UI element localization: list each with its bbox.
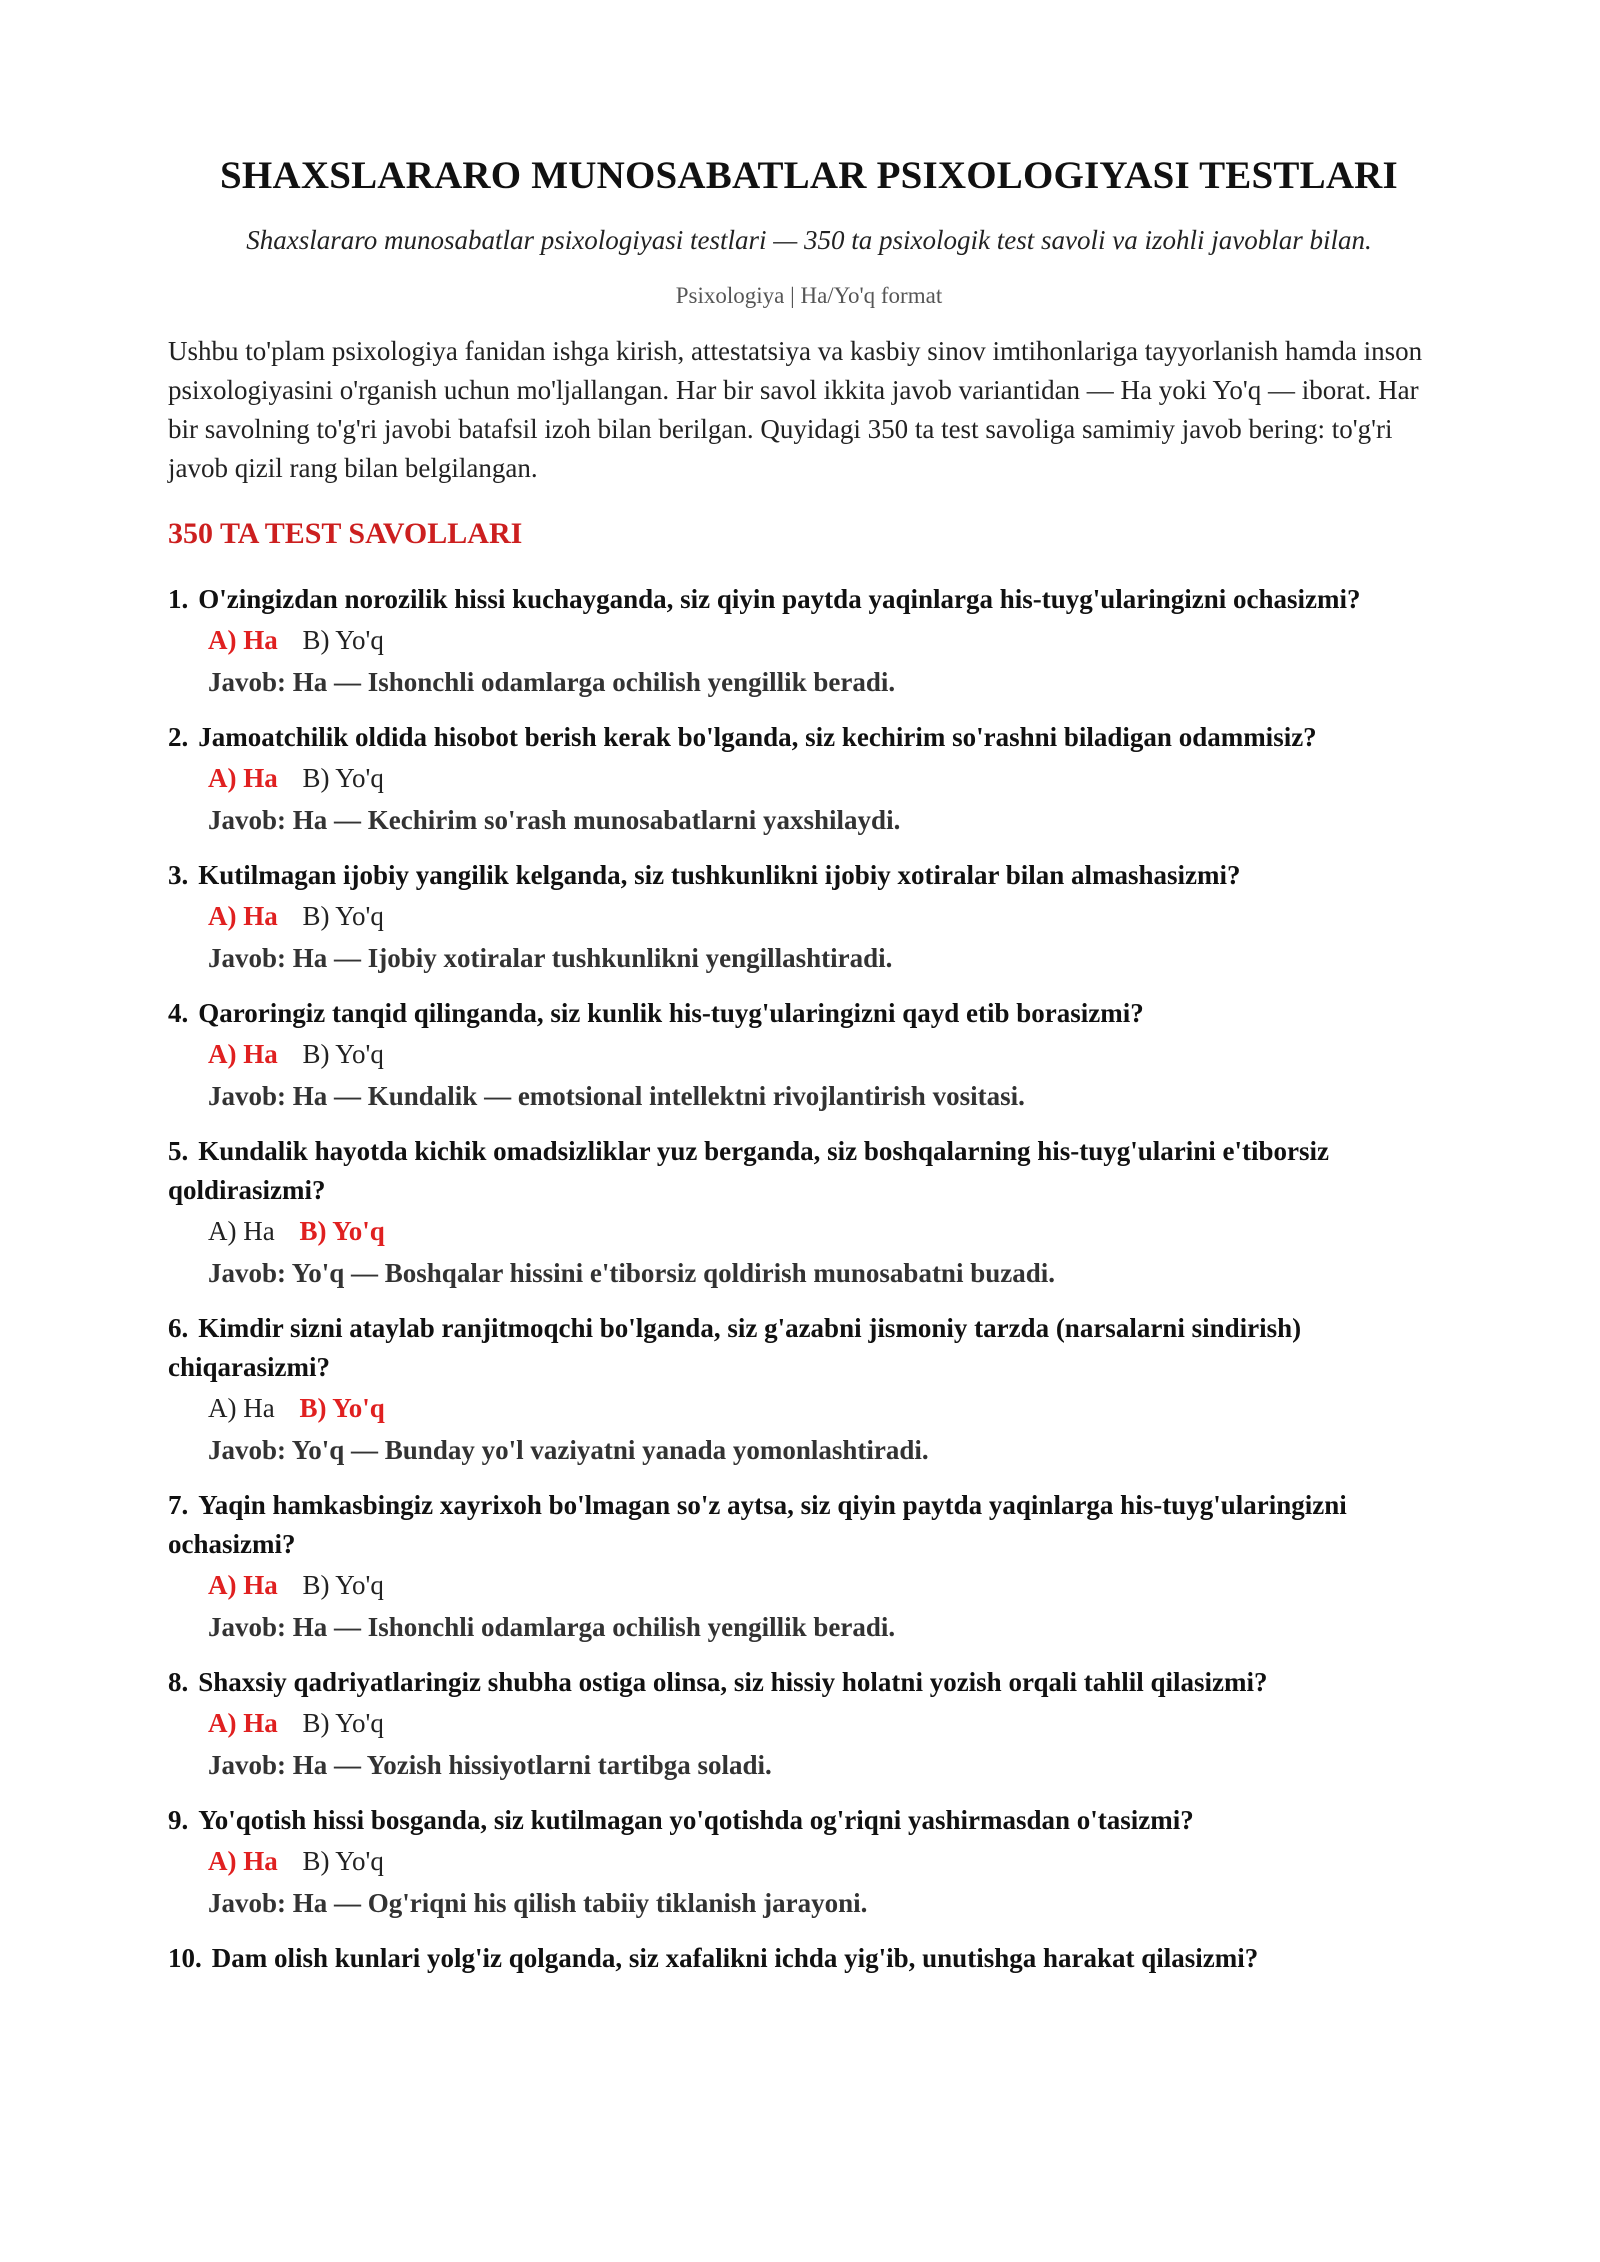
question-number: 5.	[168, 1136, 189, 1166]
option-b[interactable]: B) Yo'q	[302, 1846, 384, 1876]
answer-options	[208, 1840, 1450, 1882]
option-a[interactable]: A) Ha	[208, 625, 278, 655]
answer-options	[208, 1564, 1450, 1606]
question-text-block	[168, 1132, 1450, 1210]
option-b[interactable]: B) Yo'q	[302, 1708, 384, 1738]
section-heading: 350 TA TEST SAVOLLARI	[168, 517, 523, 550]
question-item	[168, 1801, 1450, 1924]
question-item	[168, 1132, 1450, 1294]
option-b[interactable]: B) Yo'q	[302, 1570, 384, 1600]
answer-options	[208, 619, 1450, 661]
question-list	[168, 580, 1450, 1978]
question-number: 3.	[168, 860, 189, 890]
option-b[interactable]: B) Yo'q	[302, 1039, 384, 1069]
answer-explanation: Javob: Yo'q — Boshqalar hissini e'tiborsiz qoldirish munosabatni buzadi.	[208, 1258, 1055, 1288]
question-item	[168, 1486, 1450, 1648]
option-a[interactable]: A) Ha	[208, 1039, 278, 1069]
question-text: O'zingizdan norozilik hissi kuchayganda, siz qiyin paytda yaqinlarga his-tuyg'ularingizni ochasizmi?	[198, 584, 1361, 614]
question-item	[168, 580, 1450, 703]
question-text: Qaroringiz tanqid qilinganda, siz kunlik his-tuyg'ularingizni qayd etib borasizmi?	[198, 998, 1144, 1028]
option-b[interactable]: B) Yo'q	[299, 1393, 385, 1423]
option-b[interactable]: B) Yo'q	[302, 625, 384, 655]
question-text: Yo'qotish hissi bosganda, siz kutilmagan yo'qotishda og'riqni yashirmasdan o'tasizmi?	[198, 1805, 1194, 1835]
document-meta: Psixologiya | Ha/Yo'q format	[675, 283, 943, 308]
answer-options	[208, 895, 1450, 937]
intro-paragraph: Ushbu to'plam psixologiya fanidan ishga kirish, attestatsiya va kasbiy sinov imtihonlariga tayyorlanish hamda inson psixologiyasini o'rganish uchun mo'ljallangan. Har bir savol ikkita javob variantidan — Ha yoki Yo'q — iborat. Har bir savolning to'g'ri javobi batafsil izoh bilan berilgan. Quyidagi 350 ta test savoliga samimiy javob bering: to'g'ri javob qizil rang bilan belgilangan.	[168, 336, 1423, 483]
answer-explanation: Javob: Yo'q — Bunday yo'l vaziyatni yanada yomonlashtiradi.	[208, 1435, 929, 1465]
answer-explanation: Javob: Ha — Kundalik — emotsional intellektni rivojlantirish vositasi.	[208, 1081, 1025, 1111]
question-text: Jamoatchilik oldida hisobot berish kerak bo'lganda, siz kechirim so'rashni biladigan odammisiz?	[198, 722, 1317, 752]
question-text: Dam olish kunlari yolg'iz qolganda, siz xafalikni ichda yig'ib, unutishga harakat qilasizmi?	[211, 1943, 1259, 1973]
question-number: 8.	[168, 1667, 189, 1697]
option-a[interactable]: A) Ha	[208, 1393, 275, 1423]
question-number: 10.	[168, 1943, 202, 1973]
question-text-block	[168, 1801, 1450, 1840]
question-text-block	[168, 1486, 1450, 1564]
answer-explanation: Javob: Ha — Yozish hissiyotlarni tartibga soladi.	[208, 1750, 772, 1780]
question-text-block	[168, 1939, 1450, 1978]
question-text: Shaxsiy qadriyatlaringiz shubha ostiga olinsa, siz hissiy holatni yozish orqali tahlil qilasizmi?	[198, 1667, 1268, 1697]
question-item	[168, 1663, 1450, 1786]
option-a[interactable]: A) Ha	[208, 763, 278, 793]
answer-explanation: Javob: Ha — Ishonchli odamlarga ochilish yengillik beradi.	[208, 1612, 896, 1642]
question-text: Kimdir sizni ataylab ranjitmoqchi bo'lganda, siz g'azabni jismoniy tarzda (narsalarni sindirish) chiqarasizmi?	[168, 1313, 1302, 1382]
document-page	[168, 150, 1450, 1993]
answer-options	[208, 1033, 1450, 1075]
question-item	[168, 1939, 1450, 1978]
answer-explanation: Javob: Ha — Kechirim so'rash munosabatlarni yaxshilaydi.	[208, 805, 901, 835]
question-number: 1.	[168, 584, 189, 614]
question-item	[168, 994, 1450, 1117]
question-number: 6.	[168, 1313, 189, 1343]
question-text-block	[168, 718, 1450, 757]
question-number: 4.	[168, 998, 189, 1028]
answer-options	[208, 1702, 1450, 1744]
option-a[interactable]: A) Ha	[208, 1216, 275, 1246]
document-title: SHAXSLARARO MUNOSABATLAR PSIXOLOGIYASI TESTLARI	[220, 154, 1398, 197]
question-text-block	[168, 580, 1450, 619]
question-item	[168, 718, 1450, 841]
answer-explanation: Javob: Ha — Ijobiy xotiralar tushkunlikni yengillashtiradi.	[208, 943, 893, 973]
option-b[interactable]: B) Yo'q	[302, 901, 384, 931]
question-number: 9.	[168, 1805, 189, 1835]
question-text-block	[168, 1663, 1450, 1702]
option-a[interactable]: A) Ha	[208, 901, 278, 931]
answer-options	[208, 1387, 1450, 1429]
question-text-block	[168, 856, 1450, 895]
answer-explanation: Javob: Ha — Og'riqni his qilish tabiiy tiklanish jarayoni.	[208, 1888, 868, 1918]
option-a[interactable]: A) Ha	[208, 1570, 278, 1600]
question-item	[168, 1309, 1450, 1471]
option-a[interactable]: A) Ha	[208, 1708, 278, 1738]
answer-options	[208, 1210, 1450, 1252]
answer-options	[208, 757, 1450, 799]
document-subtitle: Shaxslararo munosabatlar psixologiyasi testlari — 350 ta psixologik test savoli va izohli javoblar bilan.	[246, 225, 1372, 255]
question-text-block	[168, 1309, 1450, 1387]
question-text: Yaqin hamkasbingiz xayrixoh bo'lmagan so'z aytsa, siz qiyin paytda yaqinlarga his-tuyg'ularingizni ochasizmi?	[168, 1490, 1347, 1559]
question-text: Kutilmagan ijobiy yangilik kelganda, siz tushkunlikni ijobiy xotiralar bilan almashasizmi?	[198, 860, 1241, 890]
question-number: 2.	[168, 722, 189, 752]
option-b[interactable]: B) Yo'q	[299, 1216, 385, 1246]
question-number: 7.	[168, 1490, 189, 1520]
answer-explanation: Javob: Ha — Ishonchli odamlarga ochilish yengillik beradi.	[208, 667, 896, 697]
option-a[interactable]: A) Ha	[208, 1846, 278, 1876]
question-text-block	[168, 994, 1450, 1033]
option-b[interactable]: B) Yo'q	[302, 763, 384, 793]
question-text: Kundalik hayotda kichik omadsizliklar yuz berganda, siz boshqalarning his-tuyg'ularini e'tiborsiz qoldirasizmi?	[168, 1136, 1329, 1205]
question-item	[168, 856, 1450, 979]
